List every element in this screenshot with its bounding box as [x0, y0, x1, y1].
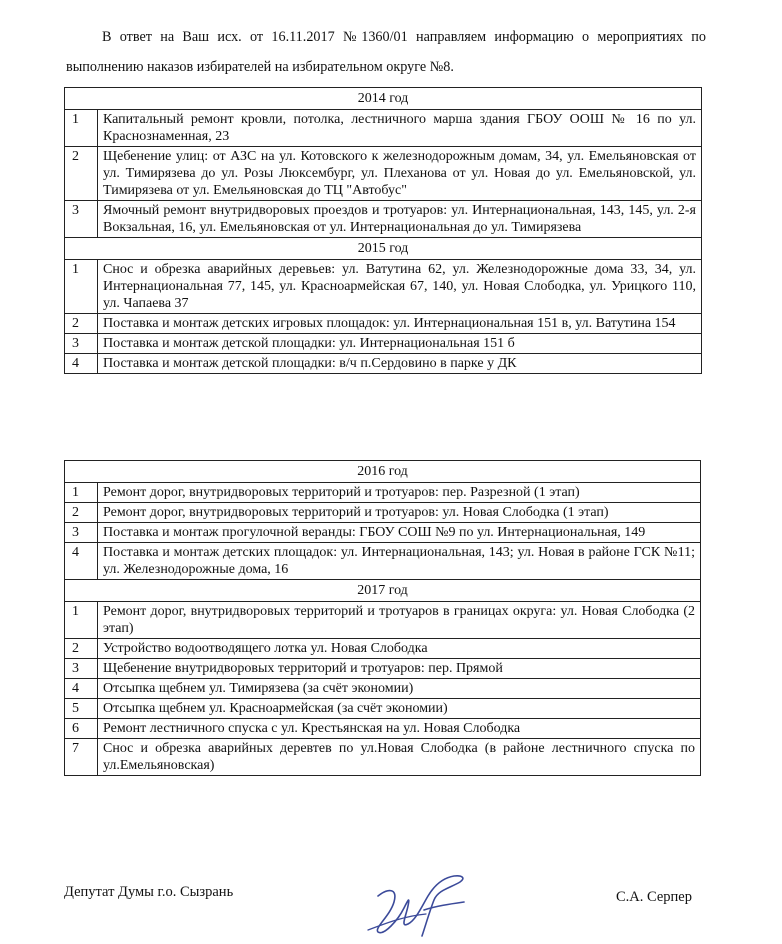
row-number: 4 [65, 354, 98, 374]
table-row [65, 354, 702, 374]
table-row [65, 503, 701, 523]
table-row [65, 659, 701, 679]
table-row [65, 719, 701, 739]
year-header-row [65, 461, 701, 483]
row-number: 4 [65, 543, 98, 580]
table-row [65, 334, 702, 354]
row-number: 3 [65, 659, 98, 679]
row-number: 1 [65, 602, 98, 639]
row-number: 1 [65, 260, 98, 314]
row-text: Поставка и монтаж прогулочной веранды: ГБОУ СОШ №9 по ул. Интернациональная, 149 [98, 523, 701, 543]
row-text: Щебенение улиц: от АЗС на ул. Котовского к железнодорожным домам, 34, ул. Емельяновская от ул. Тимирязева до ул. Розы Люксембург, ул. Плеханова от ул. Новая до ул. Емельяновской, ул. Тимирязева от ул. Емельяновская до ТЦ "Автобус" [98, 147, 702, 201]
year-header-row [65, 238, 702, 260]
table-row [65, 260, 702, 314]
row-text: Ямочный ремонт внутридворовых проездов и тротуаров: ул. Интернациональная, 143, 145, ул. 2-я Вокзальная, 16, ул. Емельяновская от ул. Интернациональная до ул. Тимирязева [98, 201, 702, 238]
activities-table-2014-2015 [64, 87, 702, 374]
year-header: 2014 год [65, 88, 702, 110]
table-row [65, 523, 701, 543]
row-text: Снос и обрезка аварийных деревтев по ул.Новая Слободка (в районе лестничного спуска по ул.Емельяновская) [98, 739, 701, 776]
row-text: Отсыпка щебнем ул. Тимирязева (за счёт экономии) [98, 679, 701, 699]
row-number: 1 [65, 483, 98, 503]
table-row [65, 110, 702, 147]
row-number: 3 [65, 523, 98, 543]
row-number: 2 [65, 147, 98, 201]
year-header: 2015 год [65, 238, 702, 260]
table-row [65, 679, 701, 699]
row-text: Ремонт дорог, внутридворовых территорий и тротуаров: пер. Разрезной (1 этап) [98, 483, 701, 503]
row-text: Снос и обрезка аварийных деревьев: ул. Ватутина 62, ул. Железнодорожные дома 33, 34, ул. Интернациональная 77, 145, ул. Красноармейская 67, 140, ул. Новая Слободка, ул. Урицкого 110, ул. Чапаева 37 [98, 260, 702, 314]
table-row [65, 639, 701, 659]
row-number: 6 [65, 719, 98, 739]
row-text: Устройство водоотводящего лотка ул. Новая Слободка [98, 639, 701, 659]
row-number: 1 [65, 110, 98, 147]
row-text: Отсыпка щебнем ул. Красноармейская (за счёт экономии) [98, 699, 701, 719]
table-row [65, 543, 701, 580]
signatory-name: С.А. Серпер [616, 889, 692, 905]
row-text: Ремонт лестничного спуска с ул. Крестьянская на ул. Новая Слободка [98, 719, 701, 739]
row-number: 2 [65, 639, 98, 659]
year-header: 2017 год [65, 580, 701, 602]
row-text: Ремонт дорог, внутридворовых территорий и тротуаров: ул. Новая Слободка (1 этап) [98, 503, 701, 523]
row-number: 2 [65, 314, 98, 334]
intro-paragraph: В ответ на Ваш исх. от 16.11.2017 №1360/01 направляем информацию о мероприятиях по выполнению наказов избирателей на избирательном округе №8. [66, 29, 706, 75]
year-header-row [65, 580, 701, 602]
table-row [65, 314, 702, 334]
signatory-position: Депутат Думы г.о. Сызрань [64, 884, 234, 900]
year-header: 2016 год [65, 461, 701, 483]
table-row [65, 739, 701, 776]
table-row [65, 147, 702, 201]
row-text: Ремонт дорог, внутридворовых территорий и тротуаров в границах округа: ул. Новая Слободка (2 этап) [98, 602, 701, 639]
row-text: Поставка и монтаж детских площадок: ул. Интернациональная, 143; ул. Новая в районе ГСК №11; ул. Железнодорожные дома, 16 [98, 543, 701, 580]
row-number: 3 [65, 334, 98, 354]
row-text: Щебенение внутридворовых территорий и тротуаров: пер. Прямой [98, 659, 701, 679]
table-row [65, 483, 701, 503]
activities-table-2016-2017 [64, 460, 701, 776]
row-number: 4 [65, 679, 98, 699]
row-number: 5 [65, 699, 98, 719]
row-text: Поставка и монтаж детских игровых площадок: ул. Интернациональная 151 в, ул. Ватутина 154 [98, 314, 702, 334]
row-text: Поставка и монтаж детской площадки: в/ч п.Сердовино в парке у ДК [98, 354, 702, 374]
row-number: 2 [65, 503, 98, 523]
row-text: Капитальный ремонт кровли, потолка, лестничного марша здания ГБОУ ООШ № 16 по ул. Краснознаменная, 23 [98, 110, 702, 147]
year-header-row [65, 88, 702, 110]
table-row [65, 201, 702, 238]
handwritten-signature [364, 866, 476, 940]
row-number: 7 [65, 739, 98, 776]
row-text: Поставка и монтаж детской площадки: ул. Интернациональная 151 б [98, 334, 702, 354]
table-row [65, 602, 701, 639]
table-row [65, 699, 701, 719]
row-number: 3 [65, 201, 98, 238]
